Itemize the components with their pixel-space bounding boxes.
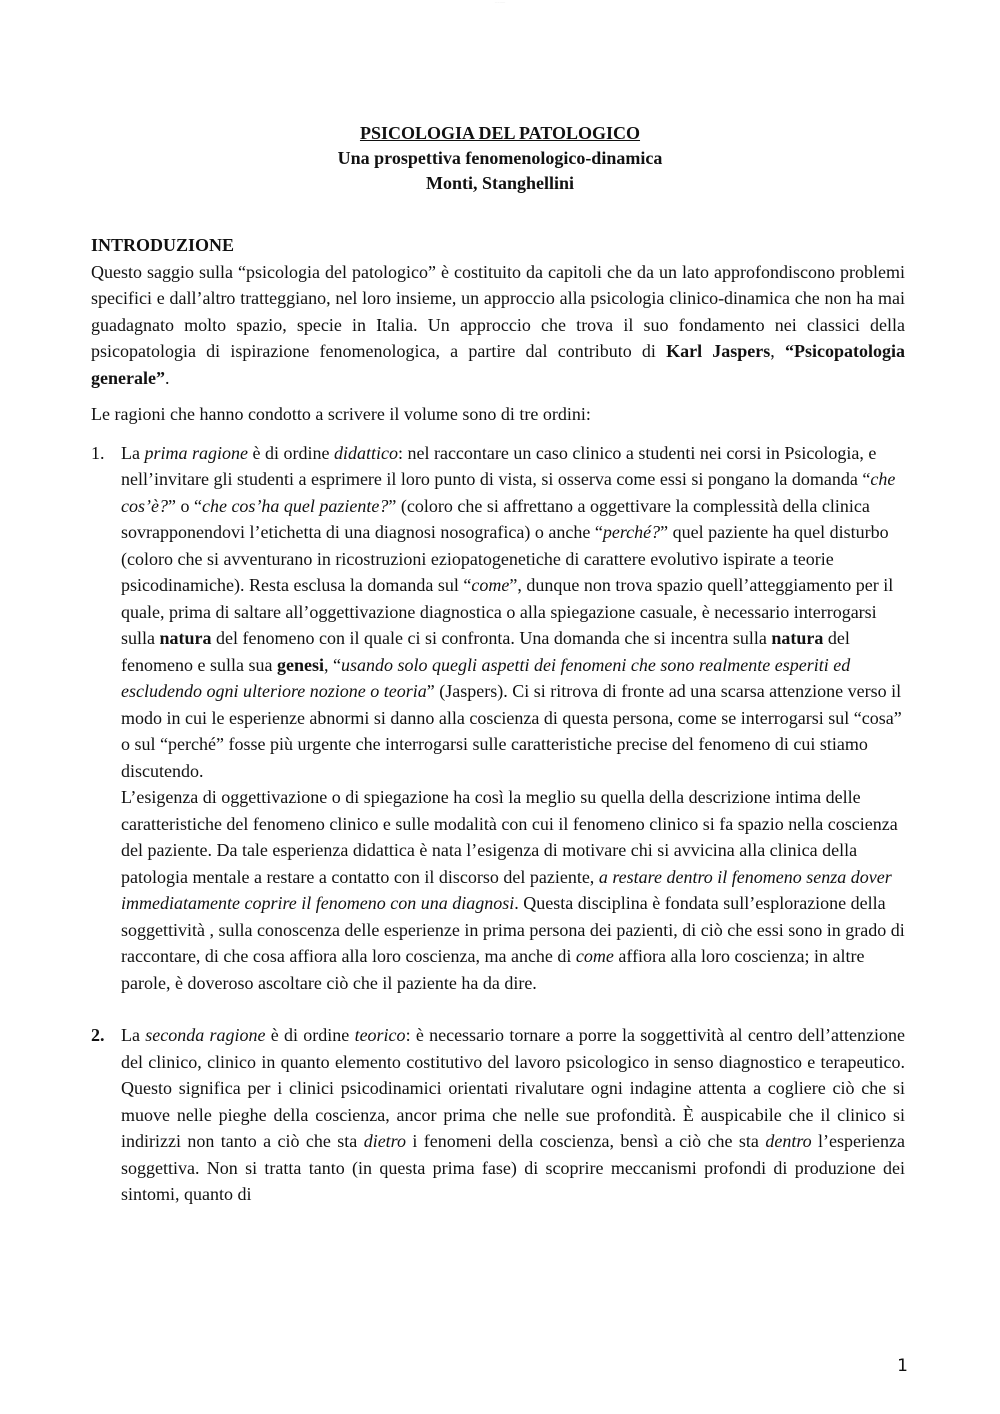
- emph: come: [471, 575, 510, 595]
- emph: che cos’ha quel paziente?: [201, 495, 389, 516]
- page-number: 1: [897, 1356, 908, 1376]
- reason-1-paragraph: [121, 440, 905, 785]
- text: è di ordine: [247, 442, 334, 463]
- text: l’esperienza soggettiva. Non si tratta tanto (in questa prima fase) di scoprire meccanismi profondi di produzione dei sintomi, quanto di: [121, 1131, 905, 1204]
- intro-paragraph: [91, 259, 905, 392]
- intro-text: Questo saggio sulla “psicologia del patologico” è costituito da capitoli che da un lato approfondiscono problemi specifici e dall’altro tratteggiano, nel loro insieme, un approccio alla psicologia clinico-dinamica che non ha mai guadagnato molto spazio, specie in Italia. Un approccio che trova il suo fondamento nei classici della psicopatologia di ispirazione fenomenologica, a partire dal contributo di: [91, 261, 905, 361]
- document-body: [91, 232, 905, 1208]
- header-mark: ·· ·· ·····: [494, 0, 506, 4]
- emph: che cos’è?: [121, 469, 896, 516]
- text: La: [121, 1025, 146, 1045]
- text: : nel raccontare un caso clinico a studenti nei corsi in Psicologia, e nell’invitare gli studenti a esprimere il loro punto di vista, si osserva come essi si pongano la domanda “: [121, 442, 877, 489]
- text: ”, dunque non trova spazio quell’atteggiamento per il quale, prima di saltare all’oggettivazione diagnostica o alla spiegazione casuale, è necessario interrogarsi sulla: [121, 575, 894, 648]
- text: . Questa disciplina è fondata sull’esplorazione della soggettività , sulla conoscenza delle esperienze in prima persona dei pazienti, di ciò che essi sono in grado di raccontare, di che cosa affiora alla loro coscienza, ma anche di: [121, 893, 905, 966]
- text: L’esigenza di oggettivazione o di spiegazione ha così la meglio su quella della descrizione intima delle caratteristiche del fenomeno clinico e sulle modalità con cui il fenomeno clinico si fa spazio nella coscienza del paziente. Da tale esperienza didattica è nata l’esigenza di motivare chi si avvicina alla clinica della patologia mentale a restare a contatto con il discorso del paziente,: [121, 787, 898, 887]
- text: ” o “: [167, 495, 202, 516]
- document-title: PSICOLOGIA DEL PATOLOGICO: [359, 123, 641, 143]
- reason-1-paragraph-2: [121, 784, 905, 996]
- document-subtitle: Una prospettiva fenomenologico-dinamica: [337, 148, 663, 168]
- reasons-intro: Le ragioni che hanno condotto a scrivere il volume sono di tre ordini:: [91, 404, 591, 424]
- title-block: [0, 121, 1000, 196]
- document-authors: Monti, Stanghellini: [425, 173, 575, 193]
- list-item-reason-1: [91, 440, 905, 997]
- emph: come: [575, 946, 614, 966]
- emph: usando solo quegli aspetti dei fenomeni che sono realmente esperiti ed escludendo ogni ulteriore nozione o teoria: [121, 654, 851, 701]
- emph: dietro: [363, 1131, 407, 1151]
- strong: natura: [771, 628, 824, 648]
- text: del fenomeno e sulla sua: [121, 628, 850, 675]
- section-heading-introduzione: INTRODUZIONE: [91, 235, 235, 255]
- text: La: [121, 442, 145, 463]
- text: : è necessario tornare a porre la soggettività al centro dell’attenzione del clinico, clinico in quanto elemento costitutivo del lavoro psicologico in senso diagnostico e terapeutico. Questo significa per i clinici psicodinamici orientati rivalutare ogni indagine attenta a cogliere ciò che si muove nelle pieghe della coscienza, ancor prima che nelle sue profondità. È auspicabile che il clinico si indirizzi non tanto a ciò che sta: [121, 1025, 906, 1151]
- emph: perché?: [602, 522, 661, 542]
- text: i fenomeni della coscienza, bensì a ciò che sta: [406, 1131, 766, 1151]
- reasons-list: [91, 440, 905, 1208]
- punct: .: [164, 367, 170, 388]
- emph: a restare dentro il fenomeno senza dover immediatamente coprire il fenomeno con una diagnosi: [121, 866, 892, 913]
- emph: seconda ragione: [145, 1025, 266, 1045]
- author-jaspers: Karl Jaspers: [666, 341, 771, 361]
- emph: didattico: [333, 442, 398, 463]
- text: è di ordine: [265, 1025, 355, 1045]
- text: del fenomeno con il quale ci si confronta. Una domanda che si incentra sulla: [211, 628, 772, 648]
- text: affiora alla loro coscienza; in altre parole, è doveroso ascoltare ciò che il paziente ha da dire.: [121, 946, 865, 993]
- strong: genesi: [276, 654, 324, 675]
- book-title: “Psicopatologia generale”: [91, 341, 905, 388]
- emph: prima ragione: [144, 442, 248, 463]
- text: ” quel paziente ha quel disturbo (coloro che si avventurano in ricostruzioni eziopatogenetiche di carattere evolutivo ispirate a teorie psicodinamiche). Resta esclusa la domanda sul “: [121, 522, 889, 595]
- emph: teorico: [354, 1025, 406, 1045]
- text: ” (Jaspers). Ci si ritrova di fronte ad una scarsa attenzione verso il modo in cui le esperienze abnormi si danno alla coscienza di questa persona, come se interrogarsi sul “cosa” o sul “perché” fosse più urgente che interrogarsi sulle caratteristiche precise del fenomeno di cui stiamo discutendo.: [121, 681, 902, 781]
- text: , “: [323, 654, 341, 675]
- emph: dentro: [765, 1131, 812, 1151]
- spacer: [91, 996, 905, 1022]
- reason-2-paragraph: [121, 1022, 905, 1208]
- list-item-reason-2: [91, 1022, 905, 1208]
- text: ” (coloro che si affrettano a oggettivare la complessità della clinica sovrapponendovi l’etichetta di una diagnosi nosografica) o anche “: [121, 495, 870, 542]
- punct: ,: [770, 341, 785, 361]
- list-number: 1.: [91, 442, 105, 463]
- strong: natura: [159, 628, 212, 648]
- list-number: 2.: [91, 1025, 105, 1045]
